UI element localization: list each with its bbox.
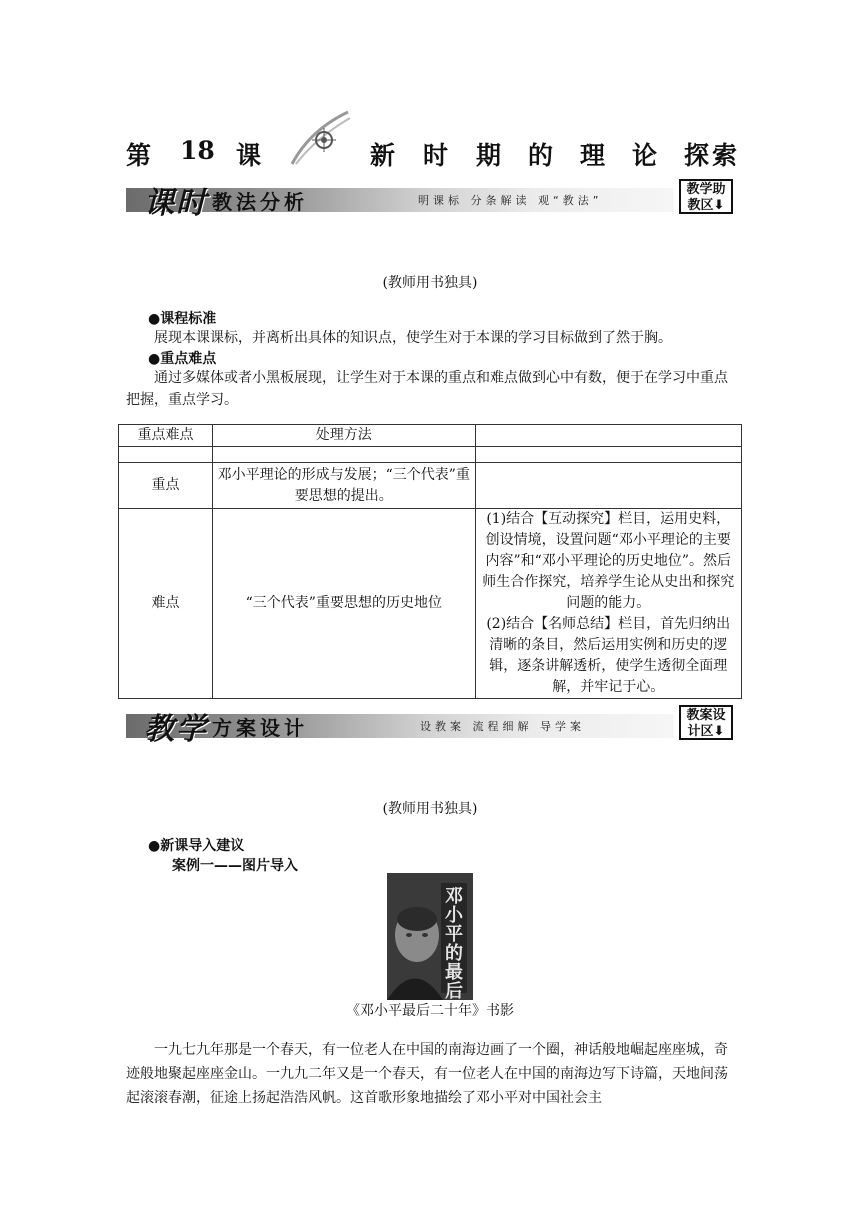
table-cell xyxy=(119,447,213,463)
table-cell xyxy=(475,509,741,699)
section-banner-analysis xyxy=(126,178,738,221)
table-header-cell: 重点难点 xyxy=(119,425,213,447)
title-char-last: 索 xyxy=(712,141,738,170)
table-header-cell xyxy=(475,425,741,447)
title-char: 期 xyxy=(476,141,502,170)
story-paragraph: 一九七九年那是一个春天，有一位老人在中国的南海边画了一个圈，神话般地崛起座座城，奇迹般地聚起座座金山。一九九二年又是一个春天，有一位老人在中国的南海边写下诗篇，天地间荡起滚滚春潮，征途上扬起浩浩风帆。这首歌形象地描绘了邓小平对中国社会主 xyxy=(126,1042,728,1106)
table-cell: 邓小平理论的形成与发展；“三个代表”重要思想的提出。 xyxy=(213,463,475,509)
title-char: 理 xyxy=(580,141,606,170)
table-header-cell: 处理方法 xyxy=(213,425,475,447)
teacher-note: (教师用书独具) xyxy=(382,275,478,291)
banner-sub-text: 方案设计 xyxy=(212,716,308,740)
table-row xyxy=(119,425,742,447)
banner-slogan: 明课标 分条解读 观“教法” xyxy=(418,194,603,207)
title-char: 探 xyxy=(684,141,710,170)
banner-slogan: 设教案 流程细解 导学案 xyxy=(420,720,585,733)
table-cell xyxy=(475,463,741,509)
banner-bar xyxy=(126,714,674,738)
zone-line: 教学助 xyxy=(686,182,726,197)
title-char: 第 xyxy=(126,141,152,170)
lesson-title xyxy=(126,136,736,170)
title-char: 课 xyxy=(236,141,262,170)
target-logo-icon xyxy=(290,110,352,166)
heading-key-points: ●重点难点 xyxy=(148,351,217,367)
zone-line: 教区⬇ xyxy=(687,198,725,213)
table-cell xyxy=(213,447,475,463)
paragraph-standard: 展现本课课标，并离析出具体的知识点，使学生对于本课的学习目标做到了然于胸。 xyxy=(154,330,672,346)
table-cell: 难点 xyxy=(119,509,213,699)
method-item: (2)结合【名师总结】栏目，首先归纳出清晰的条目，然后运用实例和历史的逻辑，逐条讲解透析，使学生透彻全面理解，并牢记于心。 xyxy=(486,616,731,695)
title-char: 论 xyxy=(632,141,658,170)
zone-line: 计区⬇ xyxy=(687,724,725,739)
section-banner-design xyxy=(126,704,738,747)
heading-standard: ●课程标准 xyxy=(148,311,217,327)
table-cell: “三个代表”重要思想的历史地位 xyxy=(213,509,475,699)
title-char: 时 xyxy=(423,141,449,170)
title-char: 的 xyxy=(528,141,554,170)
table-row xyxy=(119,463,742,509)
table-row xyxy=(119,447,742,463)
title-char: 新 xyxy=(370,141,396,170)
zone-line: 教案设 xyxy=(686,708,726,723)
table-row xyxy=(119,509,742,699)
teacher-note: (教师用书独具) xyxy=(382,801,478,817)
title-char: 18 xyxy=(180,136,215,165)
book-cover-title: 邓小平的最后 xyxy=(445,886,463,1000)
banner-sub-text: 教法分析 xyxy=(212,190,308,214)
table-cell: 重点 xyxy=(119,463,213,509)
teaching-zone-box xyxy=(679,179,733,214)
book-cover-image xyxy=(387,873,473,1000)
key-points-table xyxy=(118,424,742,699)
banner-big-text: 课时 xyxy=(144,186,208,221)
case-label: 案例一——图片导入 xyxy=(172,858,298,874)
image-caption: 《邓小平最后二十年》书影 xyxy=(346,1003,514,1019)
banner-big-text: 教学 xyxy=(144,712,208,747)
heading-intro: ●新课导入建议 xyxy=(148,838,245,854)
lesson-plan-zone-box xyxy=(679,705,733,740)
paragraph-key-points: 通过多媒体或者小黑板展现，让学生对于本课的重点和难点做到心中有数，便于在学习中重点把握，重点学习。 xyxy=(126,370,728,408)
table-cell xyxy=(475,447,741,463)
method-item: (1)结合【互动探究】栏目，运用史料，创设情境，设置问题“邓小平理论的主要内容”和“邓小平理论的历史地位”。然后师生合作探究，培养学生论从史出和探究问题的能力。 xyxy=(482,511,735,611)
